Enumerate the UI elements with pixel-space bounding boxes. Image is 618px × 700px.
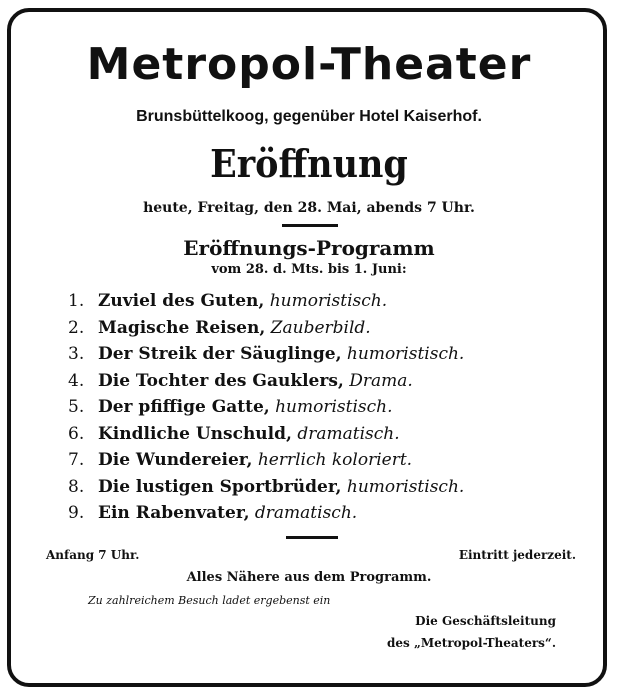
invitation-text: Zu zahlreichem Besuch ladet ergebenst ein — [88, 594, 331, 607]
program-item-number: 5. — [68, 397, 85, 417]
program-item-number: 3. — [68, 344, 85, 364]
program-item — [68, 368, 464, 395]
start-time: Anfang 7 Uhr. — [46, 548, 140, 562]
program-item-genre: humoristisch. — [269, 291, 388, 311]
signature-line-1: Die Geschäftsleitung — [415, 614, 556, 628]
program-item — [68, 474, 464, 501]
opening-date: heute, Freitag, den 28. Mai, abends 7 Uhr. — [143, 200, 475, 216]
program-item-title: Zuviel des Guten, — [98, 291, 265, 311]
program-item-number: 9. — [68, 503, 85, 523]
program-item-number: 4. — [68, 370, 85, 391]
details-note: Alles Nähere aus dem Programm. — [186, 570, 432, 585]
program-item-title: Kindliche Unschuld, — [98, 423, 292, 444]
divider-rule — [286, 536, 338, 539]
program-item-title: Magische Reisen, — [98, 317, 266, 338]
program-item-number: 7. — [68, 450, 85, 470]
program-item-genre: dramatisch. — [254, 503, 358, 523]
program-item-title: Die Wundereier, — [98, 450, 253, 470]
program-item-number: 6. — [68, 423, 85, 444]
program-item — [68, 394, 464, 421]
program-item-genre: Zauberbild. — [270, 317, 371, 338]
program-item-genre: humoristisch. — [346, 344, 465, 364]
program-item-title: Ein Rabenvater, — [98, 503, 250, 523]
program-item-genre: herrlich koloriert. — [257, 450, 413, 470]
program-item — [68, 341, 464, 368]
theater-address: Brunsbüttelkoog, gegenüber Hotel Kaiserhof. — [136, 108, 482, 125]
program-item — [68, 288, 464, 315]
program-item-number: 1. — [68, 291, 85, 311]
program-item-title: Der Streik der Säuglinge, — [98, 344, 342, 364]
program-item-genre: Drama. — [349, 370, 413, 391]
program-item-genre: humoristisch. — [275, 397, 393, 417]
program-title: Eröffnungs-Programm — [183, 236, 435, 260]
program-item-genre: dramatisch. — [297, 423, 400, 444]
signature-line-2: des „Metropol-Theaters“. — [387, 636, 556, 650]
program-list — [68, 288, 464, 527]
divider-rule — [282, 224, 338, 227]
program-item-genre: humoristisch. — [346, 476, 465, 497]
program-item — [68, 315, 464, 342]
program-item — [68, 500, 464, 527]
program-dates: vom 28. d. Mts. bis 1. Juni: — [211, 262, 407, 277]
program-item — [68, 447, 464, 474]
program-item-title: Der pfiffige Gatte, — [98, 397, 270, 417]
entry-note: Eintritt jederzeit. — [458, 548, 576, 562]
opening-heading: Eröffnung — [210, 141, 408, 186]
program-item-number: 2. — [68, 317, 85, 338]
program-item-title: Die Tochter des Gauklers, — [98, 370, 344, 391]
program-item — [68, 421, 464, 448]
theater-title: Metropol-Theater — [86, 39, 532, 90]
program-item-title: Die lustigen Sportbrüder, — [98, 476, 342, 497]
program-item-number: 8. — [68, 476, 85, 497]
